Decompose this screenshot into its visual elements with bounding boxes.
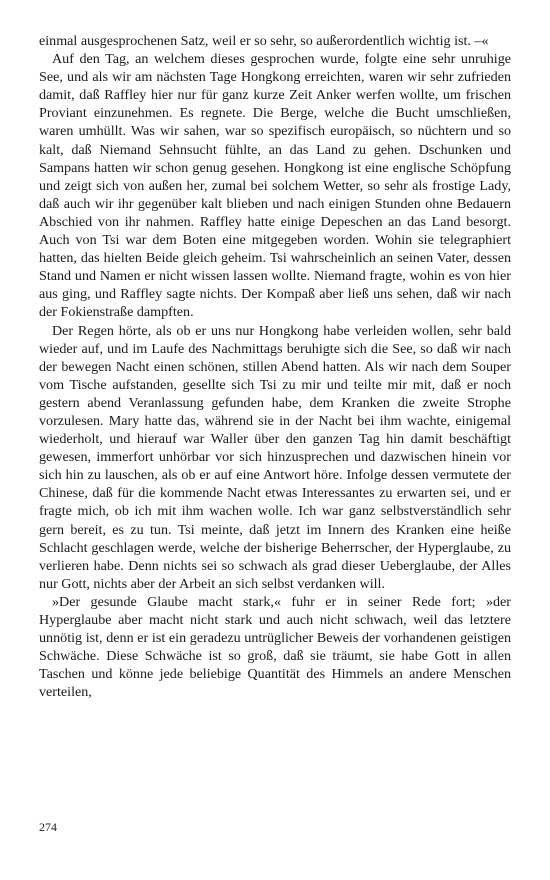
paragraph-continuation: einmal ausgesprochenen Satz, weil er so sehr, so außerordentlich wichtig ist. –« xyxy=(39,33,489,49)
paragraph: »Der gesunde Glaube macht stark,« fuhr er in seiner Rede fort; »der Hyperglaube aber macht nicht stark und auch nicht schwach, weil das letztere unnötig ist, denn er ist ein geradezu untrüglicher Beweis der vorhandenen geistigen Schwäche. Diese Schwäche ist so groß, daß sie träumt, sie habe Gott in allen Taschen und könne jede beliebige Quantität des Himmels an andere Menschen verteilen, xyxy=(39,593,511,701)
paragraph: Der Regen hörte, als ob er uns nur Hongkong habe verleiden wollen, sehr bald wieder auf, und im Laufe des Nachmittags beruhigte sich die See, so daß wir nach der bewegen Nacht einen schönen, stillen Abend hatten. Als wir nach dem Souper vom Tische aufstanden, gesellte sich Tsi zu mir und teilte mir mit, daß er noch gestern abend Veranlassung gefunden habe, dem Kranken die zweite Strophe vorzulesen. Mary hatte das, während sie in der Nacht bei ihm wachte, einigemal wiederholt, und hierauf war Waller über den ganzen Tag hin damit beschäftigt gewesen, immerfort unhörbar vor sich hinzusprechen und dazwischen hinein vor sich hin zu lauschen, als ob er auf eine Antwort höre. Infolge dessen vermutete der Chinese, daß für die kommende Nacht etwas Interessantes zu erwarten sei, und er fragte mich, ob ich mit ihm wachen wolle. Ich war ganz selbstverständlich sehr gern bereit, es zu tun. Tsi meinte, daß jetzt im Innern des Kranken eine heiße Schlacht geschlagen werde, welche der bisherige Beherrscher, der Hyperglaube, zu verlieren habe. Denn nichts sei so schwach als grad dieser Ueberglaube, der Alles nur Gott, nichts aber der Arbeit an sich selbst verdanken will. xyxy=(39,322,511,592)
paragraph: Auf den Tag, an welchem dieses gesprochen wurde, folgte eine sehr unruhige See, und als wir am nächsten Tage Hongkong erreichten, waren wir sehr zufrieden damit, daß Raffley hier nur für ganz kurze Zeit Anker werfen wollte, um frischen Proviant einzunehmen. Es regnete. Die Berge, welche die Bucht umschließen, waren umhüllt. Was wir sahen, war so spezifisch europäisch, so nüchtern und so kalt, daß Niemand Sehnsucht fühlte, an das Land zu gehen. Dschunken und Sampans hatten wir schon genug gesehen. Hongkong ist eine englische Schöpfung und zeigt sich von außen her, zumal bei solchem Wetter, so sehr als frostige Lady, daß auch wir ihr gegenüber kalt blieben und nach einigen Stunden ohne Bedauern Abschied von ihr nahmen. Raffley hatte einige Depeschen an das Land besorgt. Auch von Tsi war dem Boten eine mitgegeben worden. Wohin sie telegraphiert hatten, das hielten Beide gleich geheim. Tsi wahrscheinlich an seinen Vater, dessen Stand und Namen er nicht wissen lassen wollte. Niemand fragte, wohin es von hier aus ging, und Raffley sagte nichts. Der Kompaß aber ließ uns sehen, daß wir nach der Fokienstraße dampften. xyxy=(39,51,511,321)
body-text xyxy=(39,32,511,701)
page-number: 274 xyxy=(39,820,57,834)
